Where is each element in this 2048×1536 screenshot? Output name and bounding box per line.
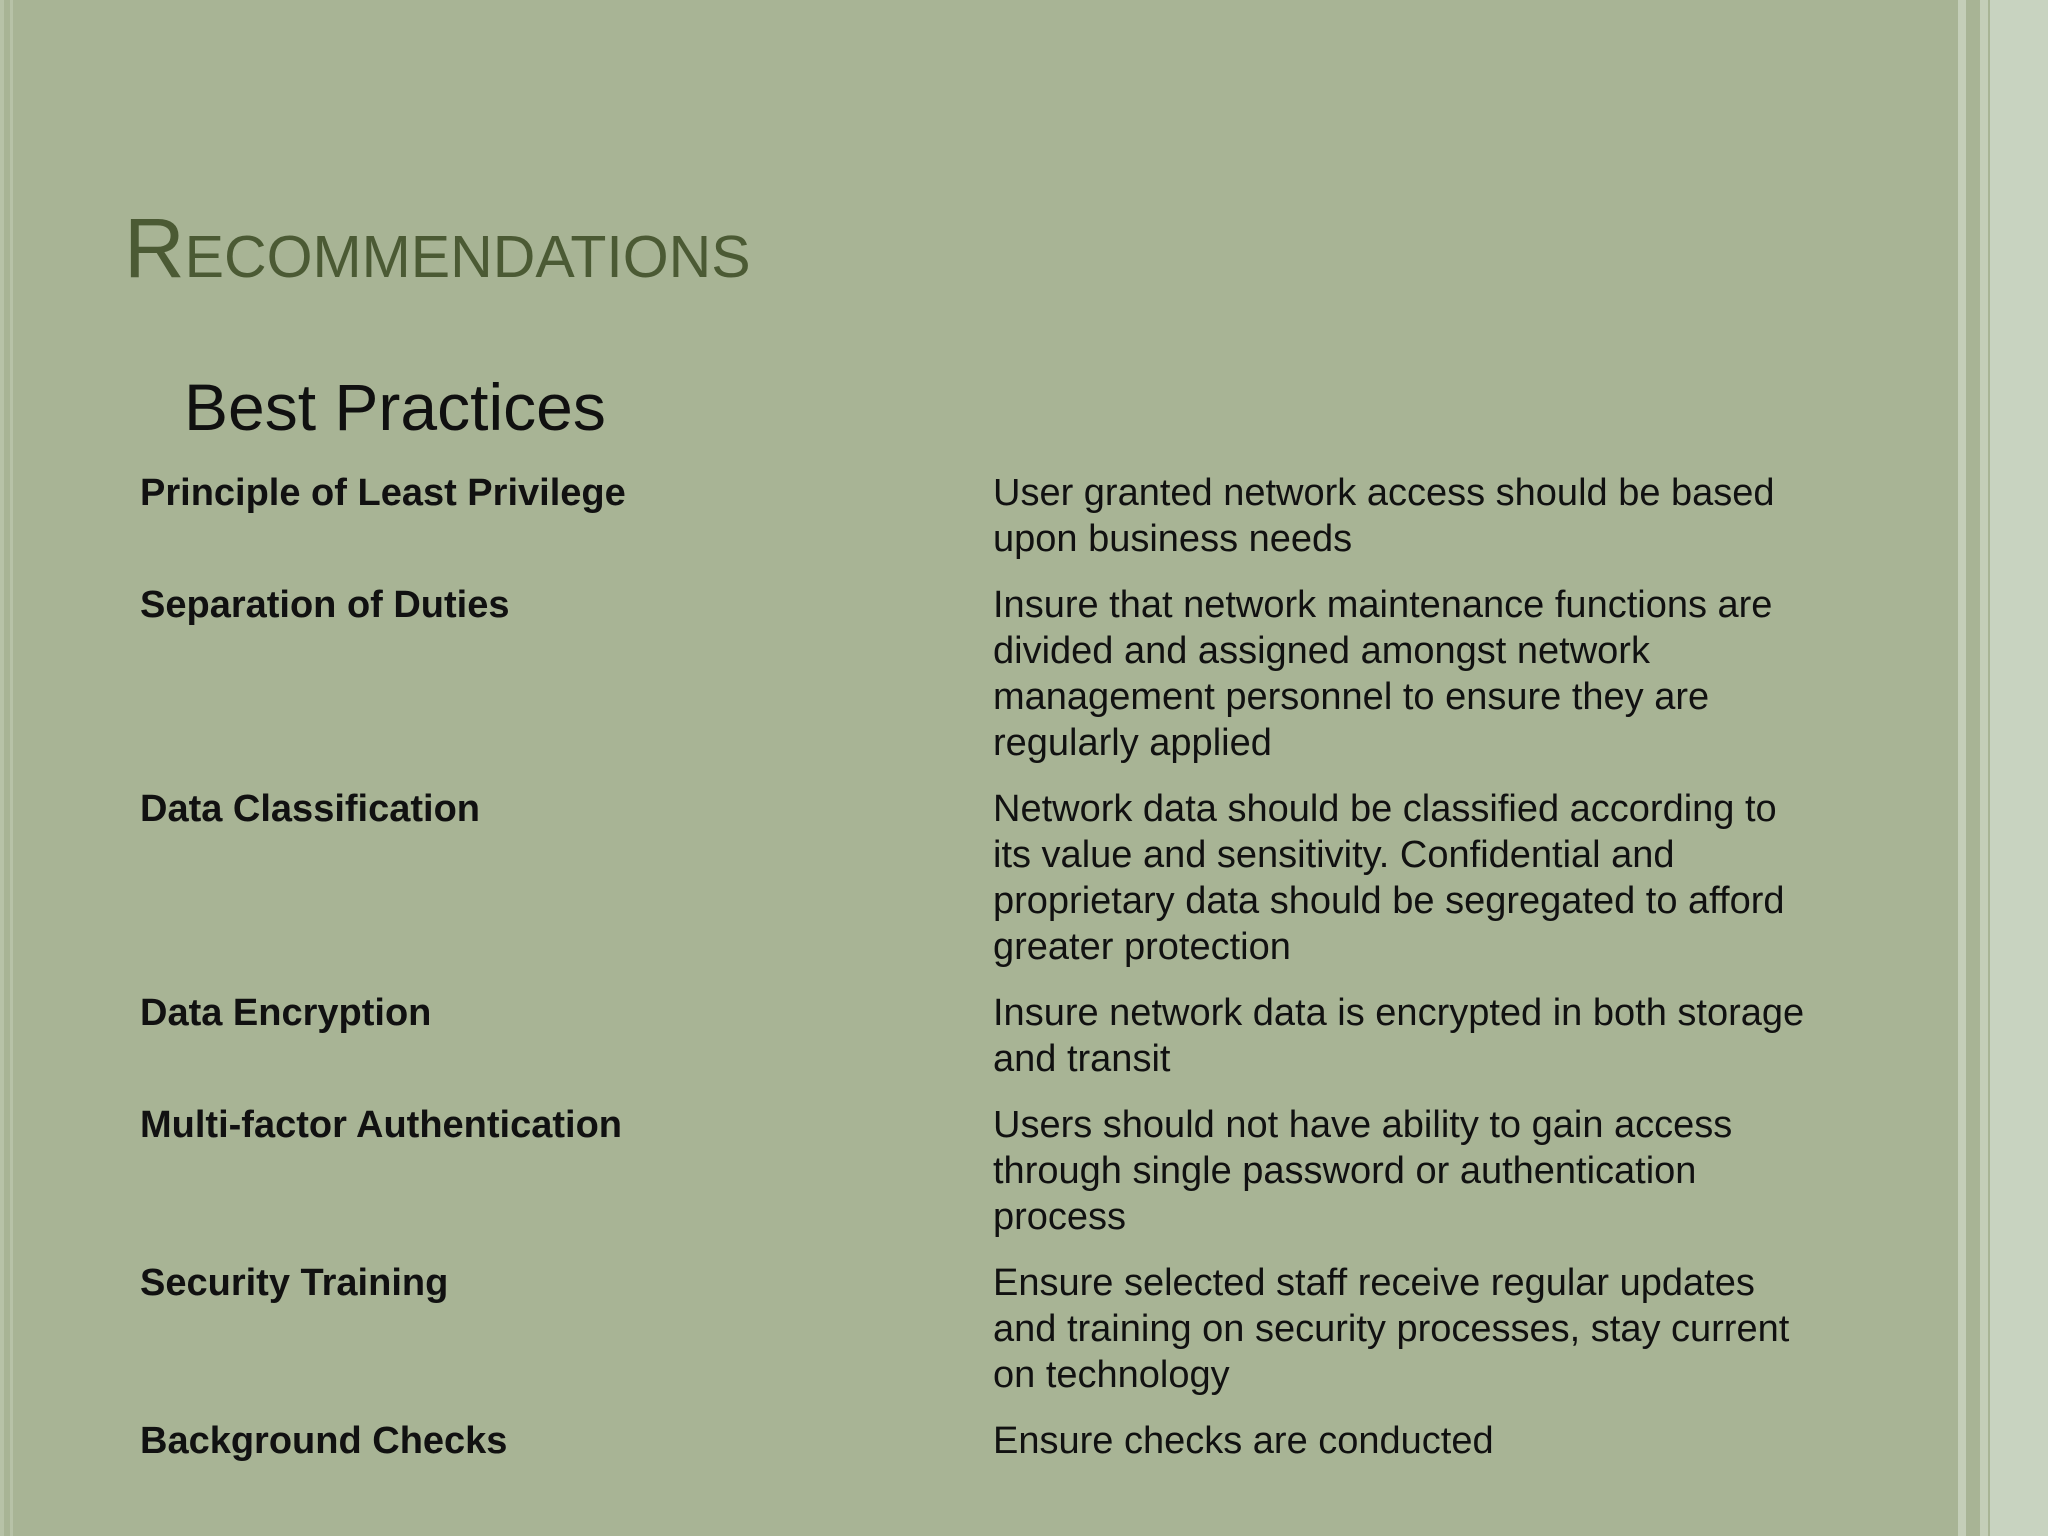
practice-term: Principle of Least Privilege — [140, 472, 626, 514]
practice-description: Ensure selected staff receive regular updates and training on security processes, stay current on technology — [993, 1262, 1790, 1396]
practice-description: User granted network access should be based upon business needs — [993, 472, 1775, 560]
slide-title: Recommendations — [124, 201, 751, 295]
practice-description: Ensure checks are conducted — [993, 1420, 1494, 1462]
practice-description: Users should not have ability to gain access through single password or authentication process — [993, 1104, 1733, 1238]
table-row — [140, 582, 1820, 786]
table-row — [140, 1418, 1820, 1484]
slide-subtitle: Best Practices — [184, 370, 606, 444]
right-border-band — [1980, 0, 1988, 1536]
table-row — [140, 990, 1820, 1102]
practice-description: Insure that network maintenance functions are divided and assigned amongst network management personnel to ensure they are regularly applied — [993, 584, 1773, 764]
table-row — [140, 1102, 1820, 1260]
practice-term: Data Encryption — [140, 992, 432, 1034]
left-edge-line — [0, 0, 4, 1536]
best-practices-table — [140, 470, 1820, 1484]
table-row — [140, 470, 1820, 582]
practice-term: Security Training — [140, 1262, 449, 1304]
practice-description: Insure network data is encrypted in both storage and transit — [993, 992, 1805, 1080]
practice-term: Separation of Duties — [140, 584, 510, 626]
practice-term: Background Checks — [140, 1420, 508, 1462]
practice-term: Multi-factor Authentication — [140, 1104, 622, 1146]
practice-description: Network data should be classified according to its value and sensitivity. Confidential and proprietary data should be segregated to afford greater protection — [993, 788, 1785, 968]
right-border-panel — [1990, 0, 2048, 1536]
table-row — [140, 786, 1820, 990]
right-border-band — [1966, 0, 1980, 1536]
practice-term: Data Classification — [140, 788, 480, 830]
right-border-band — [1958, 0, 1966, 1536]
left-edge-line-inner — [10, 0, 13, 1536]
table-row — [140, 1260, 1820, 1418]
